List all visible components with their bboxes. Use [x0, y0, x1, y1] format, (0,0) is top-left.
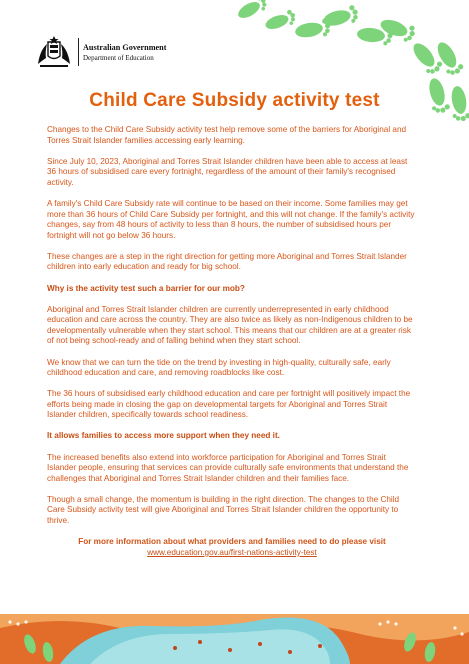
paragraph: Though a small change, the momentum is building in the right direction. The changes to the Child Care Subsidy activity test will give Aboriginal and Torres Strait Islander children the opportunity to thrive.	[47, 494, 400, 526]
indigenous-artwork-band	[0, 614, 469, 664]
paragraph: Since July 10, 2023, Aboriginal and Torres Strait Islander children have been able to access at least 36 hours of subsidised care every fortnight, regardless of the amount of their family's recognised activity.	[47, 156, 408, 187]
document-body	[47, 125, 417, 558]
paragraph: The 36 hours of subsidised early childhood education and care per fortnight will positively impact the efforts being made in closing the gap on developmental targets for Aboriginal and Torres Strait Islander children, specifically towards school readiness.	[47, 389, 411, 420]
section-heading: Why is the activity test such a barrier for our mob?	[47, 283, 245, 293]
paragraph: We know that we can turn the tide on the trend by investing in high-quality, culturally safe, early childhood education and care, and removing roadblocks like cost.	[47, 357, 391, 378]
government-logo	[34, 32, 166, 72]
paragraph: A family's Child Care Subsidy rate will continue to be based on their income. Some families may get more than 36 hours of Child Care Subsidy per fortnight, and this will not change. If the family's activity changes, say from 48 hours of activity to less than 8 hours, the number of subsidised hours per fortnight will not go below 36 hours.	[47, 198, 415, 240]
section-heading: It allows families to access more support when they need it.	[47, 431, 280, 441]
footer-text: For more information about what providers and families need to do please visit	[78, 537, 386, 547]
page-title: Child Care Subsidy activity test	[89, 90, 380, 111]
government-name: Australian Government	[83, 42, 167, 52]
paragraph: The increased benefits also extend into workforce participation for Aboriginal and Torres Strait Islander people, ensuring that services can provide culturally safe environments that understand the challenges that Aboriginal and Torres Strait Islander children and their families face.	[47, 452, 409, 483]
department-name: Department of Education	[83, 53, 154, 62]
coat-of-arms-icon	[34, 34, 74, 70]
more-info-link[interactable]: www.education.gov.au/first-nations-activity-test	[147, 547, 317, 557]
paragraph: These changes are a step in the right direction for getting more Aboriginal and Torres Strait Islander children into early education and ready for big school.	[47, 251, 407, 272]
paragraph: Changes to the Child Care Subsidy activity test help remove some of the barriers for Aboriginal and Torres Strait Islander families accessing early learning.	[47, 125, 407, 145]
government-wordmark	[78, 38, 166, 66]
paragraph: Aboriginal and Torres Strait Islander children are currently underrepresented in early childhood education and care across the country. They are also twice as likely as non-Indigenous children to be developmentally vulnerable when they start school. This means that our children are at a greater risk of not being school-ready and of falling behind when they start school.	[47, 304, 413, 346]
